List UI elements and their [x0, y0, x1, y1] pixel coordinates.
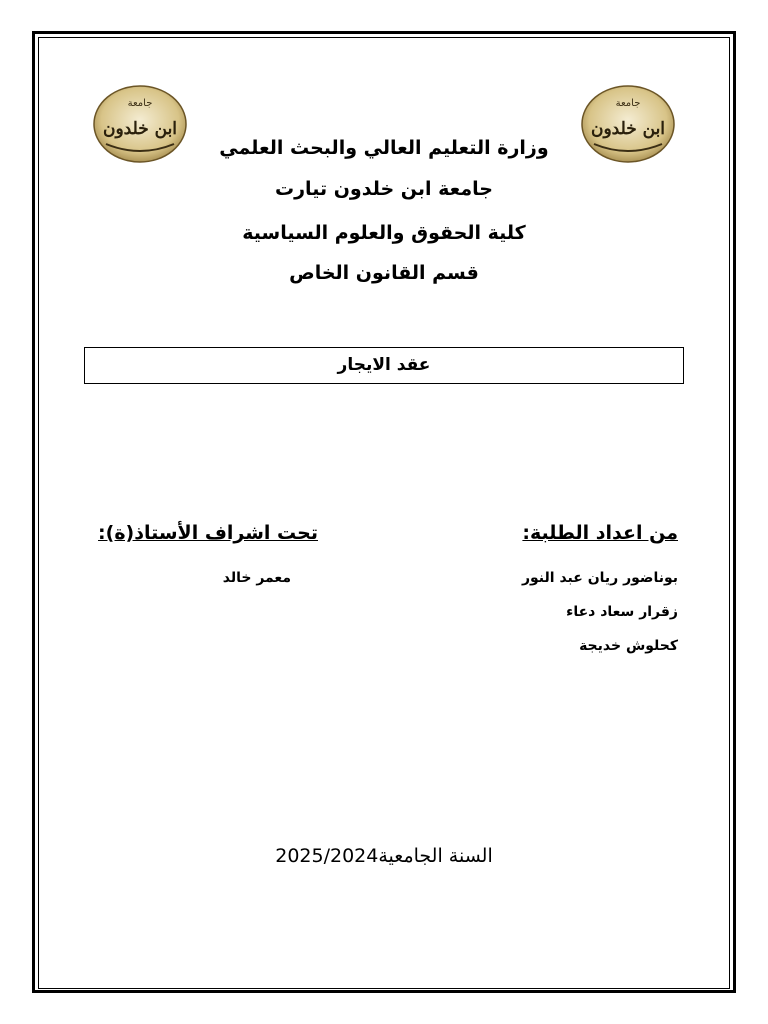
document-title: عقد الايجار [84, 347, 684, 384]
students-label: من اعداد الطلبة: [522, 522, 678, 544]
ministry-heading: وزارة التعليم العالي والبحث العلمي [219, 137, 549, 159]
svg-text:جامعة: جامعة [127, 98, 153, 109]
academic-year: السنة الجامعية2025/2024 [275, 845, 493, 867]
svg-text:ابن خلدون: ابن خلدون [590, 119, 666, 139]
svg-text:جامعة: جامعة [615, 98, 641, 109]
supervisor-name: معمر خالد [222, 570, 291, 586]
university-heading: جامعة ابن خلدون تيارت [275, 178, 493, 200]
department-heading: قسم القانون الخاص [289, 262, 479, 284]
student-name: بوناضور ريان عبد النور [521, 570, 678, 586]
student-name: كحلوش خديجة [579, 638, 678, 654]
svg-text:ابن خلدون: ابن خلدون [102, 119, 178, 139]
supervisor-label: تحت اشراف الأستاذ(ة): [98, 522, 318, 544]
student-name: زقرار سعاد دعاء [566, 604, 678, 620]
faculty-heading: كلية الحقوق والعلوم السياسية [242, 222, 526, 244]
